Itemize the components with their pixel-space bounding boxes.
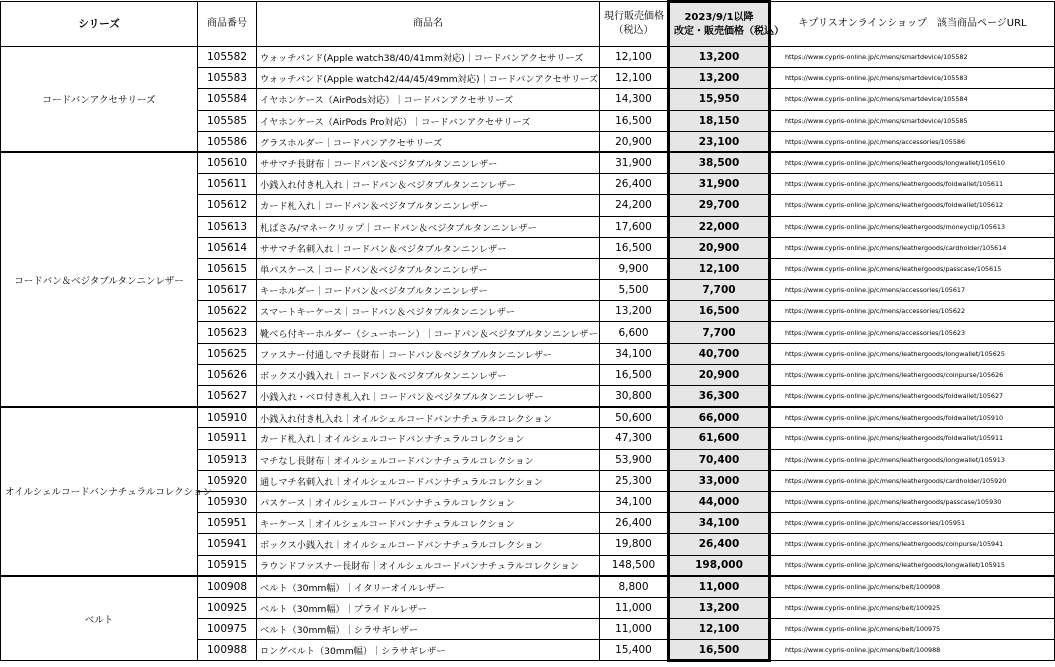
current-price-cell: 14,300 <box>600 89 669 110</box>
product-url-cell: https://www.cypris-online.jp/c/mens/leathergoods/foldwallet/105627 <box>770 386 1055 407</box>
product-url-cell: https://www.cypris-online.jp/c/mens/leathergoods/longwallet/105610 <box>770 152 1055 173</box>
product-name-cell: マチなし長財布｜オイルシェルコードバンナチュラルコレクション <box>257 449 600 470</box>
header-code: 商品番号 <box>198 2 257 47</box>
new-price-cell: 15,950 <box>669 89 770 110</box>
current-price-cell: 25,300 <box>600 470 669 491</box>
product-code-cell: 105617 <box>198 280 257 301</box>
new-price-cell: 198,000 <box>669 555 770 576</box>
product-url-cell: https://www.cypris-online.jp/c/mens/leathergoods/foldwallet/105910 <box>770 407 1055 428</box>
product-code-cell: 105586 <box>198 131 257 152</box>
product-url-cell: https://www.cypris-online.jp/c/mens/accessories/105623 <box>770 322 1055 343</box>
product-name-cell: 単パスケース｜コードバン＆ベジタブルタンニンレザー <box>257 258 600 279</box>
table-row <box>1 152 1055 173</box>
product-url-cell: https://www.cypris-online.jp/c/mens/leathergoods/moneyclip/105613 <box>770 216 1055 237</box>
new-price-cell: 22,000 <box>669 216 770 237</box>
header-current-price <box>600 2 669 47</box>
new-price-cell: 12,100 <box>669 258 770 279</box>
product-url-cell: https://www.cypris-online.jp/c/mens/leathergoods/passcase/105615 <box>770 258 1055 279</box>
product-name-cell: イヤホンケース（AirPods Pro対応）｜コードバンアクセサリーズ <box>257 110 600 131</box>
product-url-cell: https://www.cypris-online.jp/c/mens/leathergoods/passcase/105930 <box>770 491 1055 512</box>
series-cell: オイルシェルコードバンナチュラルコレクション <box>1 407 198 577</box>
product-name-cell: ラウンドファスナー長財布｜オイルシェルコードバンナチュラルコレクション <box>257 555 600 576</box>
product-name-cell: カード札入れ｜コードバン＆ベジタブルタンニンレザー <box>257 195 600 216</box>
product-code-cell: 105611 <box>198 174 257 195</box>
new-price-cell: 36,300 <box>669 386 770 407</box>
table-body <box>1 47 1055 661</box>
header-url: キプリスオンラインショップ 該当商品ページURL <box>770 2 1055 47</box>
current-price-cell: 11,000 <box>600 597 669 618</box>
current-price-cell: 12,100 <box>600 68 669 89</box>
product-url-cell: https://www.cypris-online.jp/c/mens/accessories/105951 <box>770 513 1055 534</box>
product-name-cell: 靴べら付キーホルダー（シューホーン）｜コードバン＆ベジタブルタンニンレザー <box>257 322 600 343</box>
product-code-cell: 105625 <box>198 343 257 364</box>
header-current-price-line2: （税込） <box>613 25 654 36</box>
product-url-cell: https://www.cypris-online.jp/c/mens/smartdevice/105583 <box>770 68 1055 89</box>
current-price-cell: 16,500 <box>600 237 669 258</box>
product-name-cell: パスケース｜オイルシェルコードバンナチュラルコレクション <box>257 491 600 512</box>
product-name-cell: キーケース｜オイルシェルコードバンナチュラルコレクション <box>257 513 600 534</box>
product-name-cell: ボックス小銭入れ｜コードバン＆ベジタブルタンニンレザー <box>257 364 600 385</box>
series-cell: コードバン＆ベジタブルタンニンレザー <box>1 152 198 406</box>
new-price-cell: 70,400 <box>669 449 770 470</box>
new-price-cell: 29,700 <box>669 195 770 216</box>
product-code-cell: 105584 <box>198 89 257 110</box>
product-url-cell: https://www.cypris-online.jp/c/mens/leathergoods/foldwallet/105611 <box>770 174 1055 195</box>
product-name-cell: ウォッチバンド(Apple watch38/40/41mm対応)｜コードバンアクセサリーズ <box>257 47 600 68</box>
current-price-cell: 26,400 <box>600 174 669 195</box>
new-price-cell: 12,100 <box>669 619 770 640</box>
table-row <box>1 47 1055 68</box>
new-price-cell: 44,000 <box>669 491 770 512</box>
product-url-cell: https://www.cypris-online.jp/c/mens/leathergoods/longwallet/105625 <box>770 343 1055 364</box>
product-url-cell: https://www.cypris-online.jp/c/mens/smartdevice/105584 <box>770 89 1055 110</box>
product-code-cell: 100925 <box>198 597 257 618</box>
table-row <box>1 576 1055 597</box>
new-price-cell: 66,000 <box>669 407 770 428</box>
product-url-cell: https://www.cypris-online.jp/c/mens/accessories/105617 <box>770 280 1055 301</box>
new-price-cell: 23,100 <box>669 131 770 152</box>
product-name-cell: 小銭入れ・ベロ付き札入れ｜コードバン＆ベジタブルタンニンレザー <box>257 386 600 407</box>
current-price-cell: 16,500 <box>600 110 669 131</box>
current-price-cell: 8,800 <box>600 576 669 597</box>
product-url-cell: https://www.cypris-online.jp/c/mens/smartdevice/105582 <box>770 47 1055 68</box>
product-code-cell: 105920 <box>198 470 257 491</box>
product-code-cell: 105612 <box>198 195 257 216</box>
product-url-cell: https://www.cypris-online.jp/c/mens/leathergoods/longwallet/105913 <box>770 449 1055 470</box>
product-name-cell: グラスホルダー｜コードバンアクセサリーズ <box>257 131 600 152</box>
current-price-cell: 31,900 <box>600 152 669 173</box>
current-price-cell: 9,900 <box>600 258 669 279</box>
new-price-cell: 13,200 <box>669 597 770 618</box>
header-new-price <box>669 2 784 47</box>
new-price-cell: 61,600 <box>669 428 770 449</box>
product-name-cell: 小銭入れ付き札入れ｜オイルシェルコードバンナチュラルコレクション <box>257 407 600 428</box>
product-name-cell: スマートキーケース｜コードバン＆ベジタブルタンニンレザー <box>257 301 600 322</box>
product-code-cell: 100908 <box>198 576 257 597</box>
product-url-cell: https://www.cypris-online.jp/c/mens/leathergoods/longwallet/105915 <box>770 555 1055 576</box>
header-new-price-line2: 改定・販売価格（税込） <box>674 25 784 37</box>
product-name-cell: ベルト（30mm幅）｜ブライドルレザー <box>257 597 600 618</box>
product-code-cell: 105951 <box>198 513 257 534</box>
product-code-cell: 105610 <box>198 152 257 173</box>
current-price-cell: 19,800 <box>600 534 669 555</box>
product-code-cell: 105915 <box>198 555 257 576</box>
product-name-cell: 通しマチ名刺入れ｜オイルシェルコードバンナチュラルコレクション <box>257 470 600 491</box>
current-price-cell: 20,900 <box>600 131 669 152</box>
product-name-cell: ササマチ名刺入れ｜コードバン＆ベジタブルタンニンレザー <box>257 237 600 258</box>
header-row <box>1 2 1055 47</box>
product-name-cell: ファスナー付通しマチ長財布｜コードバン＆ベジタブルタンニンレザー <box>257 343 600 364</box>
current-price-cell: 53,900 <box>600 449 669 470</box>
new-price-cell: 31,900 <box>669 174 770 195</box>
current-price-cell: 34,100 <box>600 343 669 364</box>
product-name-cell: 札ばさみ/マネークリップ｜コードバン＆ベジタブルタンニンレザー <box>257 216 600 237</box>
current-price-cell: 5,500 <box>600 280 669 301</box>
product-name-cell: ウォッチバンド(Apple watch42/44/45/49mm対応)｜コードバンアクセサリーズ <box>257 68 600 89</box>
new-price-cell: 33,000 <box>669 470 770 491</box>
product-code-cell: 105913 <box>198 449 257 470</box>
product-url-cell: https://www.cypris-online.jp/c/mens/accessories/105622 <box>770 301 1055 322</box>
current-price-cell: 47,300 <box>600 428 669 449</box>
product-name-cell: ベルト（30mm幅）｜イタリーオイルレザー <box>257 576 600 597</box>
product-code-cell: 105613 <box>198 216 257 237</box>
product-code-cell: 105623 <box>198 322 257 343</box>
header-series: シリーズ <box>1 2 198 47</box>
product-url-cell: https://www.cypris-online.jp/c/mens/leathergoods/foldwallet/105612 <box>770 195 1055 216</box>
product-code-cell: 105585 <box>198 110 257 131</box>
current-price-cell: 34,100 <box>600 491 669 512</box>
product-code-cell: 105941 <box>198 534 257 555</box>
product-code-cell: 105911 <box>198 428 257 449</box>
current-price-cell: 15,400 <box>600 640 669 661</box>
new-price-cell: 11,000 <box>669 576 770 597</box>
product-name-cell: ロングベルト（30mm幅）｜シラサギレザー <box>257 640 600 661</box>
product-code-cell: 100975 <box>198 619 257 640</box>
header-new-price-line1: 2023/9/1以降 <box>684 11 754 23</box>
product-code-cell: 105627 <box>198 386 257 407</box>
product-code-cell: 105582 <box>198 47 257 68</box>
product-url-cell: https://www.cypris-online.jp/c/mens/belt/100908 <box>770 576 1055 597</box>
new-price-cell: 16,500 <box>669 640 770 661</box>
product-code-cell: 105622 <box>198 301 257 322</box>
current-price-cell: 6,600 <box>600 322 669 343</box>
product-name-cell: ベルト（30mm幅）｜シラサギレザー <box>257 619 600 640</box>
current-price-cell: 24,200 <box>600 195 669 216</box>
new-price-cell: 13,200 <box>669 68 770 89</box>
new-price-cell: 7,700 <box>669 322 770 343</box>
current-price-cell: 26,400 <box>600 513 669 534</box>
current-price-cell: 11,000 <box>600 619 669 640</box>
product-name-cell: カード札入れ｜オイルシェルコードバンナチュラルコレクション <box>257 428 600 449</box>
current-price-cell: 16,500 <box>600 364 669 385</box>
product-name-cell: 小銭入れ付き札入れ｜コードバン＆ベジタブルタンニンレザー <box>257 174 600 195</box>
new-price-cell: 20,900 <box>669 364 770 385</box>
product-code-cell: 105615 <box>198 258 257 279</box>
product-name-cell: ボックス小銭入れ｜オイルシェルコードバンナチュラルコレクション <box>257 534 600 555</box>
product-url-cell: https://www.cypris-online.jp/c/mens/belt/100925 <box>770 597 1055 618</box>
new-price-cell: 13,200 <box>669 47 770 68</box>
product-code-cell: 105930 <box>198 491 257 512</box>
product-code-cell: 105614 <box>198 237 257 258</box>
new-price-cell: 7,700 <box>669 280 770 301</box>
new-price-cell: 26,400 <box>669 534 770 555</box>
product-name-cell: イヤホンケース（AirPods対応）｜コードバンアクセサリーズ <box>257 89 600 110</box>
product-code-cell: 105910 <box>198 407 257 428</box>
product-name-cell: キーホルダー｜コードバン＆ベジタブルタンニンレザー <box>257 280 600 301</box>
series-cell: コードバンアクセサリーズ <box>1 47 198 153</box>
product-url-cell: https://www.cypris-online.jp/c/mens/leathergoods/cardholder/105920 <box>770 470 1055 491</box>
new-price-cell: 40,700 <box>669 343 770 364</box>
table-row <box>1 407 1055 428</box>
current-price-cell: 13,200 <box>600 301 669 322</box>
product-url-cell: https://www.cypris-online.jp/c/mens/accessories/105586 <box>770 131 1055 152</box>
current-price-cell: 30,800 <box>600 386 669 407</box>
new-price-cell: 18,150 <box>669 110 770 131</box>
new-price-cell: 34,100 <box>669 513 770 534</box>
current-price-cell: 12,100 <box>600 47 669 68</box>
product-url-cell: https://www.cypris-online.jp/c/mens/leathergoods/cardholder/105614 <box>770 237 1055 258</box>
series-cell: ベルト <box>1 576 198 661</box>
product-url-cell: https://www.cypris-online.jp/c/mens/belt/100988 <box>770 640 1055 661</box>
product-url-cell: https://www.cypris-online.jp/c/mens/belt/100975 <box>770 619 1055 640</box>
new-price-cell: 20,900 <box>669 237 770 258</box>
current-price-cell: 50,600 <box>600 407 669 428</box>
new-price-cell: 16,500 <box>669 301 770 322</box>
product-name-cell: ササマチ長財布｜コードバン＆ベジタブルタンニンレザー <box>257 152 600 173</box>
product-url-cell: https://www.cypris-online.jp/c/mens/leathergoods/coinpurse/105626 <box>770 364 1055 385</box>
product-code-cell: 100988 <box>198 640 257 661</box>
product-code-cell: 105583 <box>198 68 257 89</box>
product-url-cell: https://www.cypris-online.jp/c/mens/smartdevice/105585 <box>770 110 1055 131</box>
product-url-cell: https://www.cypris-online.jp/c/mens/leathergoods/foldwallet/105911 <box>770 428 1055 449</box>
product-url-cell: https://www.cypris-online.jp/c/mens/leathergoods/coinpurse/105941 <box>770 534 1055 555</box>
new-price-cell: 38,500 <box>669 152 770 173</box>
current-price-cell: 148,500 <box>600 555 669 576</box>
current-price-cell: 17,600 <box>600 216 669 237</box>
header-name: 商品名 <box>257 2 600 47</box>
product-code-cell: 105626 <box>198 364 257 385</box>
header-current-price-line1: 現行販売価格 <box>604 11 664 22</box>
